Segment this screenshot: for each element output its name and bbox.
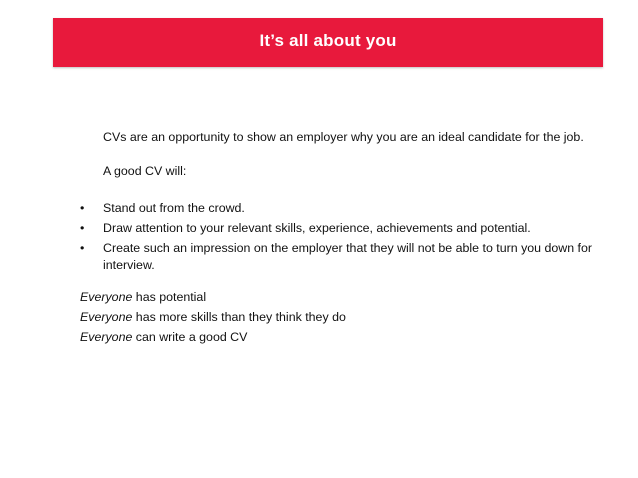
tagline-rest: has more skills than they think they do (132, 310, 346, 324)
lead-text: A good CV will: (103, 164, 187, 178)
tagline-emphasis: Everyone (80, 330, 133, 344)
title-banner (53, 18, 603, 67)
tagline-emphasis: Everyone (80, 310, 133, 324)
bullet-list (80, 200, 620, 277)
tagline-rest: can write a good CV (132, 330, 248, 344)
list-item (80, 200, 620, 217)
tagline (80, 329, 247, 346)
intro-text: CVs are an opportunity to show an employer why you are an ideal candidate for the job. (103, 130, 584, 144)
bullet-icon: • (80, 221, 85, 235)
list-item (80, 220, 620, 237)
bullet-icon: • (80, 241, 85, 255)
bullet-icon: • (80, 201, 85, 215)
tagline-rest: has potential (132, 290, 207, 304)
slide-title: It’s all about you (259, 30, 397, 50)
bullet-text: Create such an impression on the employer that they will not be able to turn you down for interview. (103, 241, 593, 272)
list-item (80, 240, 620, 274)
tagline (80, 309, 346, 326)
bullet-text: Draw attention to your relevant skills, experience, achievements and potential. (103, 221, 531, 235)
tagline-emphasis: Everyone (80, 290, 133, 304)
bullet-text: Stand out from the crowd. (103, 201, 245, 215)
tagline (80, 289, 206, 306)
